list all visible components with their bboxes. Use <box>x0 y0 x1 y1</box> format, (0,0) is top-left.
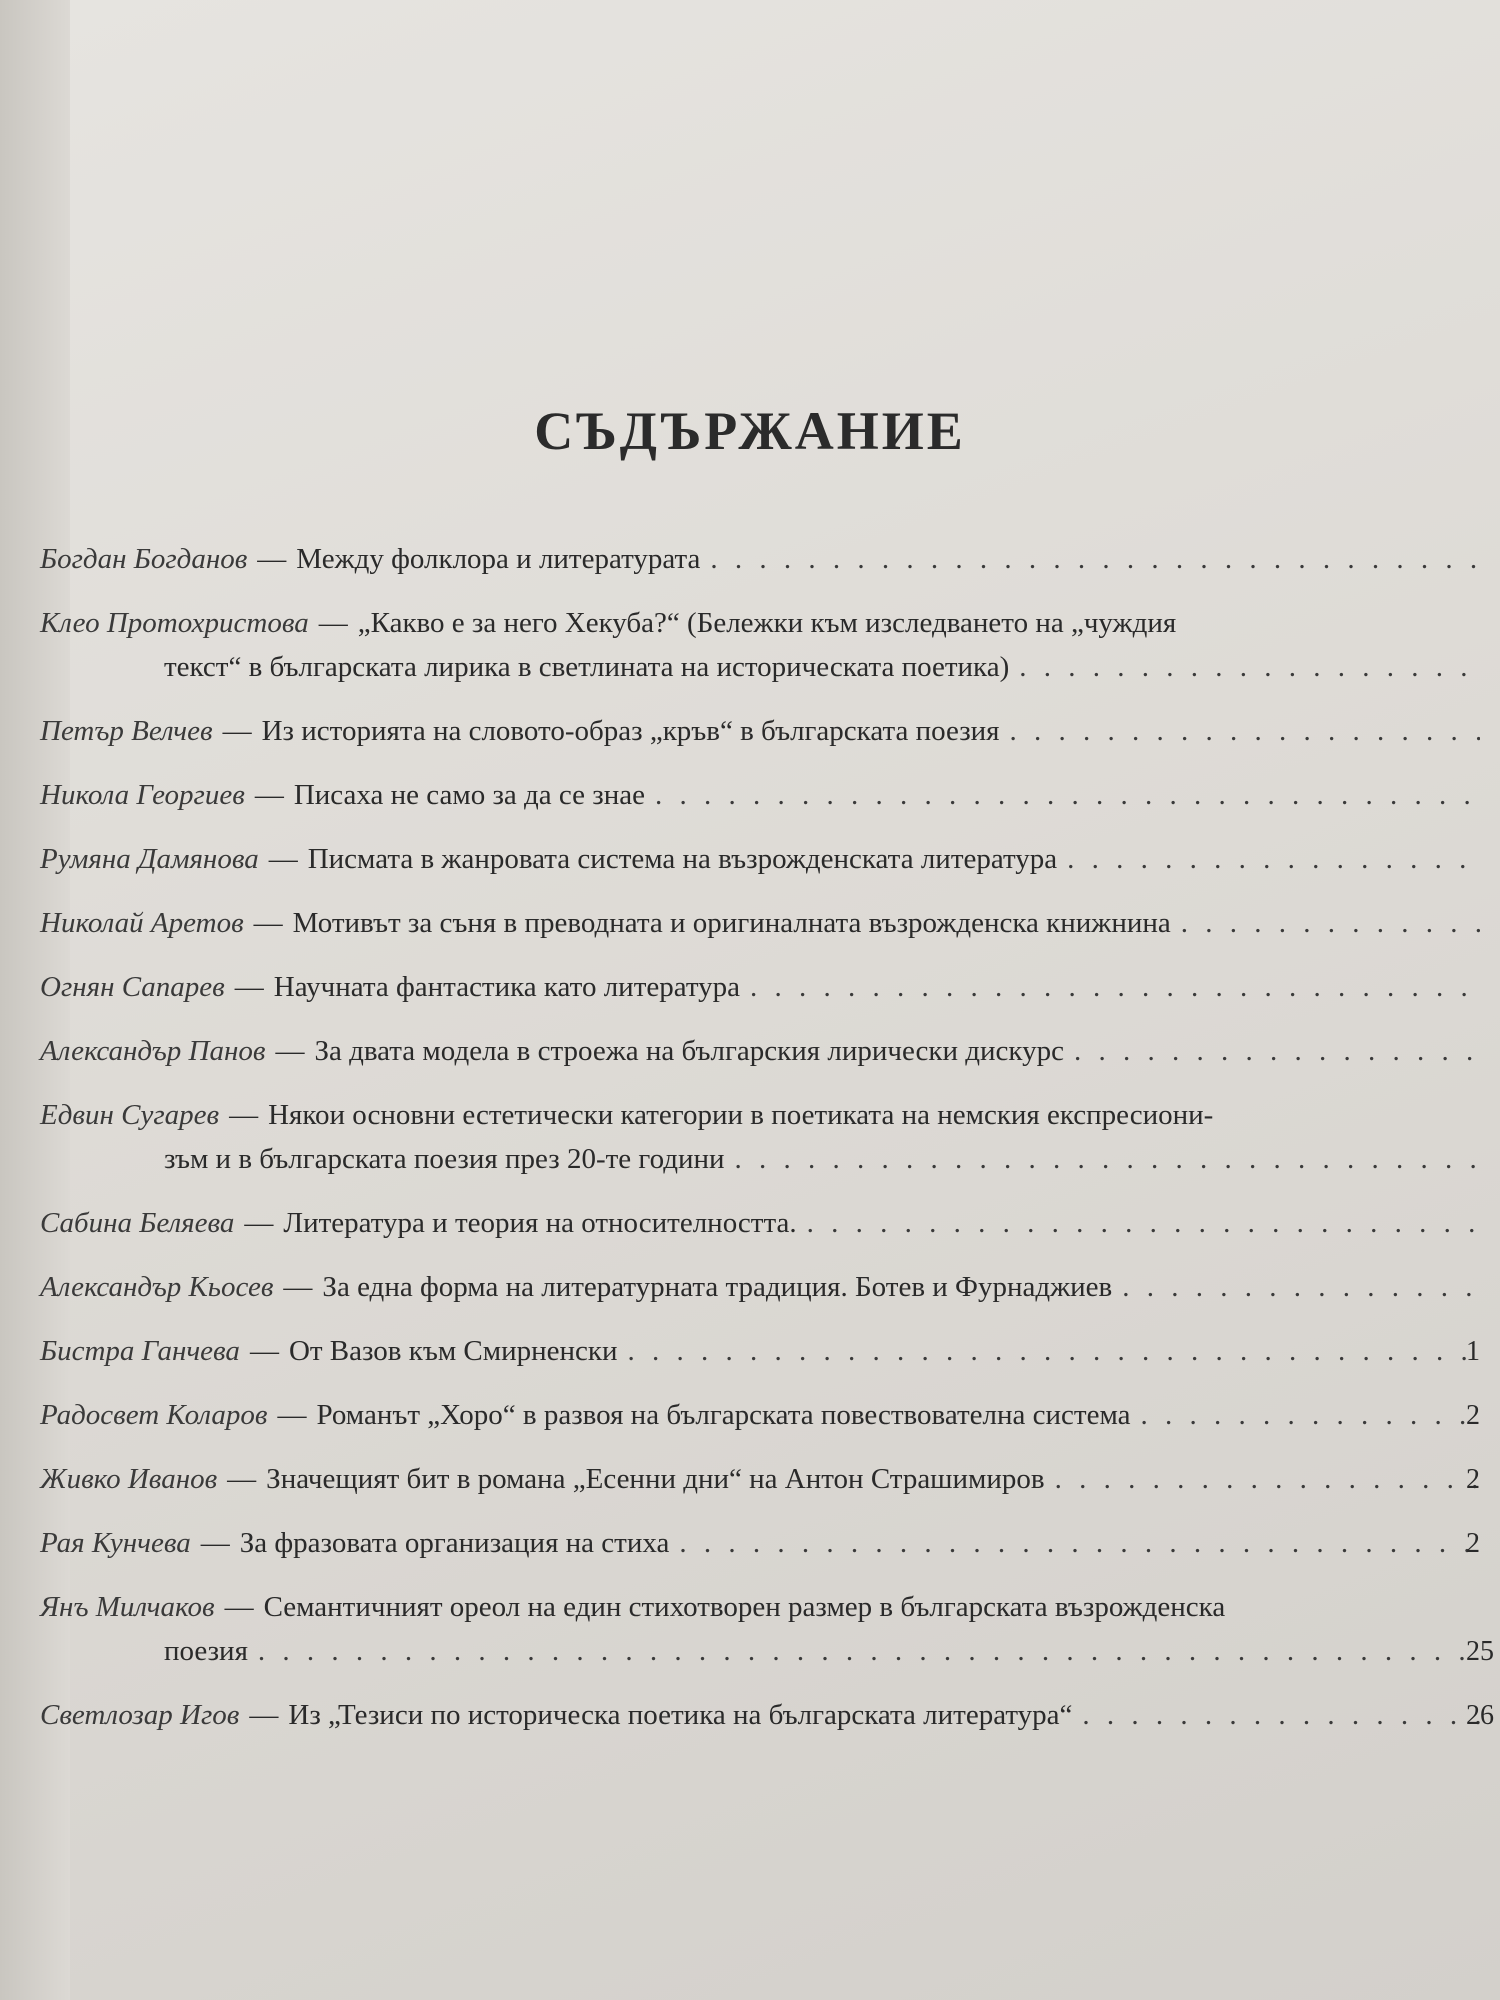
toc-author: Живко Иванов <box>40 1463 218 1495</box>
toc-entry-line <box>40 1524 1480 1562</box>
toc-entry-line <box>40 1396 1480 1434</box>
toc-dash: — <box>254 779 284 811</box>
toc-author: Никола Георгиев <box>40 779 245 811</box>
toc-entry <box>40 904 1480 942</box>
toc-entry-line <box>40 840 1480 878</box>
toc-title-text: зъм и в българската поезия през 20-те години <box>164 1143 725 1175</box>
toc-dot-leader <box>750 968 1480 1006</box>
toc-author: Сабина Беляева <box>40 1207 235 1239</box>
toc-page-number: 1 <box>1466 1336 1480 1367</box>
toc-title-text: От Вазов към Смирненски <box>288 1335 618 1367</box>
toc-dash: — <box>227 1463 257 1495</box>
toc-entry <box>40 1696 1494 1734</box>
toc-entry-line <box>40 540 1480 578</box>
toc-entry-line <box>40 904 1480 942</box>
toc-entry-line <box>40 1460 1480 1498</box>
toc-entry-line <box>40 1096 1480 1134</box>
toc-author: Светлозар Игов <box>40 1699 240 1731</box>
toc-author: Огнян Сапарев <box>40 971 225 1003</box>
toc-title-text: За фразовата организация на стиха <box>239 1527 670 1559</box>
toc-entry <box>40 1524 1480 1562</box>
toc-dash: — <box>318 607 348 639</box>
toc-page-number: 2 <box>1466 1400 1480 1431</box>
toc-dash: — <box>229 1099 259 1131</box>
toc-entry-line <box>40 1696 1480 1734</box>
toc-entry-line <box>40 1332 1480 1370</box>
toc-title-text: Из „Тезиси по историческа поетика на българската литература“ <box>288 1699 1073 1731</box>
toc-entry-line <box>40 712 1480 750</box>
toc-entry <box>40 604 1480 686</box>
toc-dot-leader <box>735 1140 1480 1178</box>
toc-dash: — <box>268 843 298 875</box>
toc-page-number: 2 <box>1466 1528 1480 1559</box>
toc-author: Александър Панов <box>40 1035 266 1067</box>
toc-entry <box>40 840 1480 878</box>
toc-title-text: Романът „Хоро“ в развоя на българската повествователна система <box>316 1399 1131 1431</box>
toc-entry-line <box>40 1588 1480 1626</box>
toc-title-text: „Какво е за него Хекуба?“ (Бележки към изследването на „чуждия <box>357 607 1177 639</box>
toc-entry <box>40 1588 1494 1670</box>
toc-title-text: Литература и теория на относителността. <box>283 1207 797 1239</box>
toc-title-text: За двата модела в строежа на българския лирически дискурс <box>314 1035 1064 1067</box>
toc-title-text: Някои основни естетически категории в поетиката на немския експресиони- <box>268 1099 1214 1131</box>
toc-author: Богдан Богданов <box>40 543 248 575</box>
toc-author: Клео Протохристова <box>40 607 309 639</box>
toc-entry <box>40 1032 1480 1070</box>
toc-entry <box>40 1396 1480 1434</box>
toc-author: Александър Кьосев <box>40 1271 274 1303</box>
toc-entry <box>40 776 1480 814</box>
toc-entry-line <box>40 1032 1480 1070</box>
toc-dot-leader <box>1067 840 1480 878</box>
toc-dot-leader <box>1055 1460 1480 1498</box>
table-of-contents <box>40 540 1494 1760</box>
toc-dot-leader <box>1181 904 1480 942</box>
toc-title-text: Между фолклора и литературата <box>296 543 701 575</box>
toc-dot-leader <box>1010 712 1480 750</box>
toc-dash: — <box>244 1207 274 1239</box>
toc-title-text: Из историята на словото-образ „кръв“ в българската поезия <box>261 715 1000 747</box>
toc-entry <box>40 712 1480 750</box>
toc-title-text: текст“ в българската лирика в светлината на историческата поетика) <box>164 651 1010 683</box>
toc-dash: — <box>253 907 283 939</box>
toc-entry-line <box>40 1632 1480 1670</box>
toc-title-text: Мотивът за съня в преводната и оригиналната възрожденска книжнина <box>292 907 1171 939</box>
toc-author: Янъ Милчаков <box>40 1591 215 1623</box>
toc-entry-line <box>40 968 1480 1006</box>
toc-page-number: 25 <box>1466 1636 1494 1667</box>
toc-dash: — <box>222 715 252 747</box>
toc-title-text: Писаха не само за да се знае <box>293 779 645 811</box>
toc-dot-leader <box>807 1204 1480 1242</box>
toc-dot-leader <box>628 1332 1480 1370</box>
toc-dash: — <box>234 971 264 1003</box>
toc-dash: — <box>257 543 287 575</box>
toc-dot-leader <box>710 540 1480 578</box>
toc-title-text: Научната фантастика като литература <box>273 971 741 1003</box>
toc-dot-leader <box>1122 1268 1480 1306</box>
toc-author: Николай Аретов <box>40 907 244 939</box>
toc-entry <box>40 1096 1480 1178</box>
toc-dash: — <box>249 1699 279 1731</box>
toc-entry <box>40 540 1480 578</box>
toc-entry <box>40 968 1480 1006</box>
toc-title-text: Значещият бит в романа „Есенни дни“ на Антон Страшимиров <box>266 1463 1045 1495</box>
toc-dot-leader <box>655 776 1480 814</box>
toc-dash: — <box>224 1591 254 1623</box>
toc-page-number: 26 <box>1466 1700 1494 1731</box>
toc-dash: — <box>275 1035 305 1067</box>
toc-dash: — <box>200 1527 230 1559</box>
toc-dot-leader <box>1140 1396 1480 1434</box>
toc-entry <box>40 1204 1480 1242</box>
toc-dot-leader <box>1019 648 1480 686</box>
toc-dot-leader <box>1082 1696 1480 1734</box>
toc-title-text: Писмата в жанровата система на възрожденската литература <box>307 843 1058 875</box>
toc-entry-line <box>40 1140 1480 1178</box>
toc-dot-leader <box>258 1632 1480 1670</box>
toc-dot-leader <box>1074 1032 1480 1070</box>
toc-title-text: За една форма на литературната традиция. Ботев и Фурнаджиев <box>322 1271 1113 1303</box>
toc-entry-line <box>40 604 1480 642</box>
toc-dash: — <box>249 1335 279 1367</box>
toc-dash: — <box>277 1399 307 1431</box>
toc-author: Петър Велчев <box>40 715 213 747</box>
toc-entry-line <box>40 648 1480 686</box>
toc-page-number: 2 <box>1466 1464 1480 1495</box>
toc-author: Румяна Дамянова <box>40 843 259 875</box>
toc-author: Радосвет Коларов <box>40 1399 268 1431</box>
page-title: СЪДЪРЖАНИЕ <box>534 401 966 461</box>
toc-dash: — <box>283 1271 313 1303</box>
toc-title-text: поезия <box>164 1635 248 1667</box>
toc-author: Бистра Ганчева <box>40 1335 240 1367</box>
toc-entry-line <box>40 1268 1480 1306</box>
toc-entry <box>40 1268 1480 1306</box>
toc-entry <box>40 1332 1480 1370</box>
toc-entry-line <box>40 776 1480 814</box>
toc-entry <box>40 1460 1480 1498</box>
toc-author: Едвин Сугарев <box>40 1099 220 1131</box>
toc-entry-line <box>40 1204 1480 1242</box>
toc-title-text: Семантичният ореол на един стихотворен размер в българската възрожденска <box>263 1591 1226 1623</box>
toc-dot-leader <box>679 1524 1480 1562</box>
toc-author: Рая Кунчева <box>40 1527 191 1559</box>
